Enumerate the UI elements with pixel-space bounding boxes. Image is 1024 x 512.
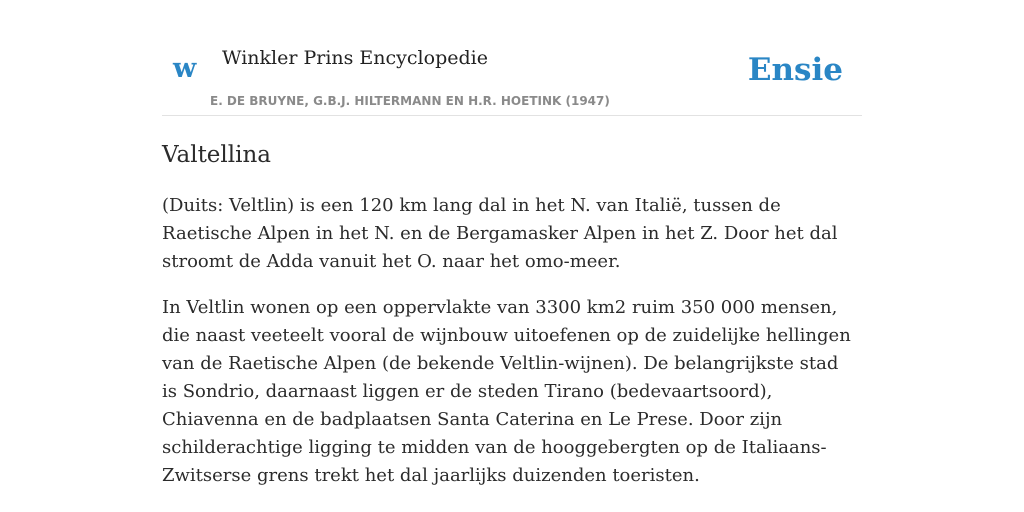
source-authors: E. DE BRUYNE, G.B.J. HILTERMANN EN H.R. HOETINK (1947) — [210, 94, 610, 108]
article-paragraph: (Duits: Veltlin) is een 120 km lang dal in het N. van Italië, tussen de Raetische Alpen in het N. en de Bergamasker Alpen in het Z. Door het dal stroomt de Adda vanuit het O. naar het omo-meer. — [162, 195, 838, 272]
source-logo: w — [173, 53, 197, 84]
source-title: Winkler Prins Encyclopedie — [222, 47, 488, 69]
article — [162, 138, 852, 490]
article-title: Valtellina — [162, 142, 272, 168]
brand-logo-link[interactable]: Ensie — [747, 52, 843, 88]
article-paragraph: In Veltlin wonen op een oppervlakte van 3300 km2 ruim 350 000 mensen, die naast veeteelt vooral de wijnbouw uitoefenen op de zuidelijke hellingen van de Raetische Alpen (de bekende Veltlin-wijnen). De belangrijkste stad is Sondrio, daarnaast liggen er de steden Tirano (bedevaartsoord), Chiavenna en de badplaatsen Santa Caterina en Le Prese. Door zijn schilderachtige ligging te midden van de hooggebergten op de Italiaans-Zwitserse grens trekt het dal jaarlijks duizenden toeristen. — [162, 297, 851, 486]
source-header — [162, 0, 862, 116]
